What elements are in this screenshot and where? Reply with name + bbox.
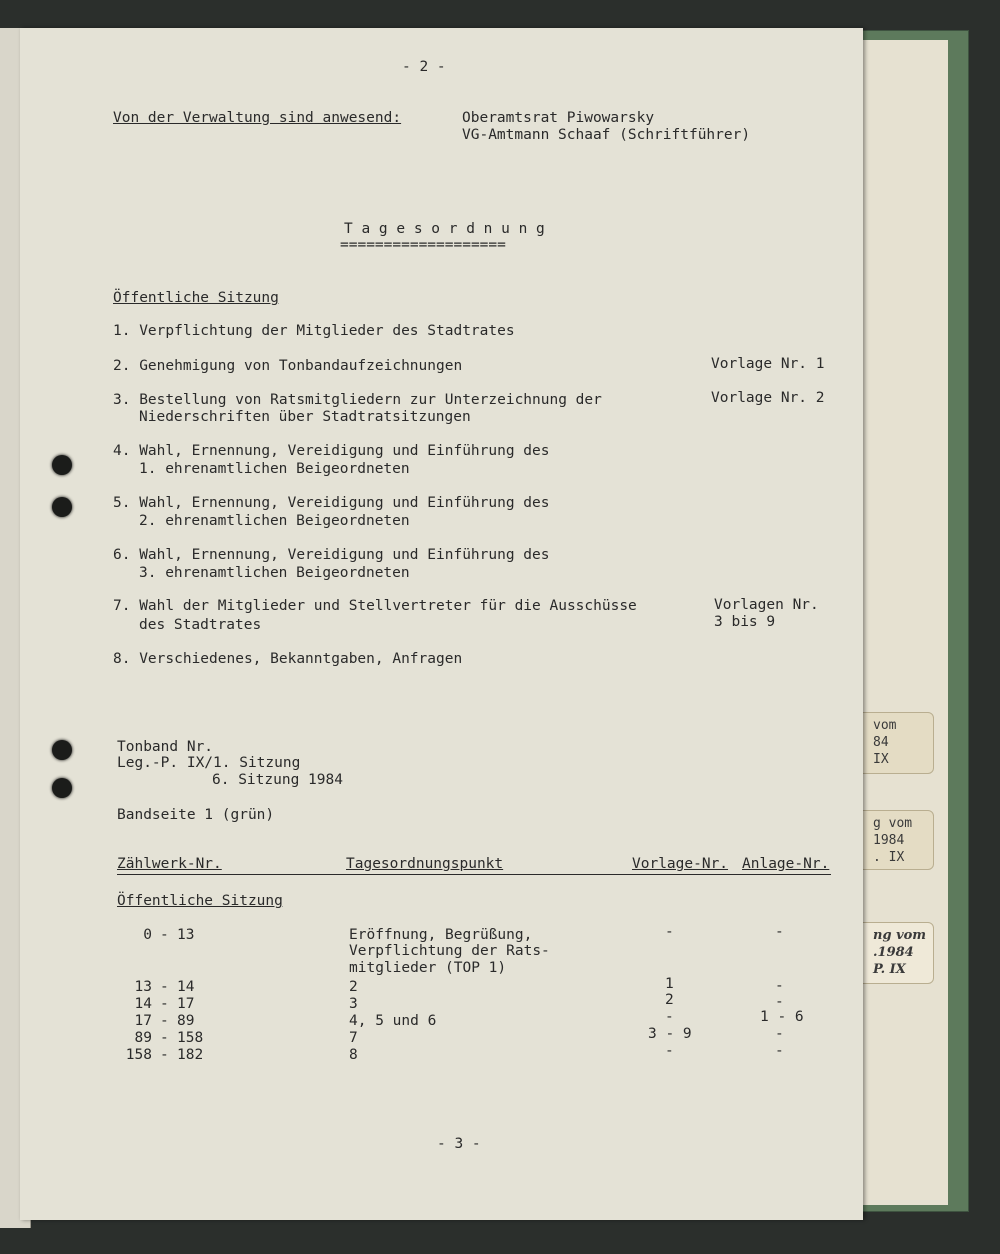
index-tab-1-line2: 84 <box>873 735 889 750</box>
table-row-5-item: 7 <box>349 1030 358 1046</box>
table-row-1-vorlage: - <box>665 924 674 940</box>
table-row-1-to: 13 <box>177 927 195 943</box>
index-tab-2[interactable] <box>862 810 934 870</box>
table-row-2-item: 2 <box>349 979 358 995</box>
punch-hole <box>52 740 72 760</box>
agenda-title: T a g e s o r d n u n g <box>344 221 545 237</box>
administration-person-2: VG-Amtmann Schaaf (Schriftführer) <box>462 127 751 143</box>
table-row-2-vorlage: 1 <box>665 976 674 992</box>
table-section-heading: Öffentliche Sitzung <box>117 893 283 909</box>
tape-sitting: 6. Sitzung 1984 <box>212 772 343 788</box>
table-header-vorlage: Vorlage-Nr. <box>632 856 729 872</box>
table-row-4-to: 89 <box>177 1013 195 1029</box>
agenda-item-7-cont: des Stadtrates <box>139 617 262 633</box>
table-row-3-vorlage: 2 <box>665 992 674 1008</box>
index-tab-3-line1: ng vom <box>873 928 927 943</box>
index-tab-3-line3: P. IX <box>873 962 906 977</box>
document-page <box>20 28 863 1220</box>
agenda-item-4-cont: 1. ehrenamtlichen Beigeordneten <box>139 461 410 477</box>
table-row-6-from: 158 <box>125 1047 152 1063</box>
table-row-6-item: 8 <box>349 1047 358 1063</box>
agenda-item-5: 5. Wahl, Ernennung, Vereidigung und Einführung des <box>113 495 550 511</box>
agenda-item-8: 8. Verschiedenes, Bekanntgaben, Anfragen <box>113 651 463 667</box>
agenda-item-6-cont: 3. ehrenamtlichen Beigeordneten <box>139 565 410 581</box>
table-row-4-item: 4, 5 und 6 <box>349 1013 437 1029</box>
table-row-5-to: 158 <box>177 1030 204 1046</box>
binder-page-stack <box>862 40 948 1205</box>
punch-hole <box>52 497 72 517</box>
tape-number-label: Tonband Nr. <box>117 739 214 755</box>
agenda-item-7-ref-cont: 3 bis 9 <box>714 614 776 630</box>
agenda-item-1: 1. Verpflichtung der Mitglieder des Stadtrates <box>113 323 515 339</box>
table-row-1-item: Eröffnung, Begrüßung, <box>349 927 533 943</box>
agenda-item-2-ref: Vorlage Nr. 1 <box>711 356 825 372</box>
table-header-item: Tagesordnungspunkt <box>346 856 504 872</box>
table-row-6-anlage: - <box>775 1043 784 1059</box>
table-row-2-to: 14 <box>177 979 195 995</box>
table-row-2-anlage: - <box>775 978 784 994</box>
index-tab-1-line3: IX <box>873 752 889 767</box>
agenda-item-3: 3. Bestellung von Ratsmitgliedern zur Unterzeichnung der <box>113 392 602 408</box>
tape-session: Leg.-P. IX/1. Sitzung <box>117 755 301 771</box>
table-row-2-from: 13 <box>134 979 152 995</box>
agenda-item-7: 7. Wahl der Mitglieder und Stellvertreter für die Ausschüsse <box>113 598 637 614</box>
table-row-1-item-cont2: mitglieder (TOP 1) <box>349 960 507 976</box>
table-row-3-to: 17 <box>177 996 195 1012</box>
punch-hole <box>52 455 72 475</box>
table-row-3-item: 3 <box>349 996 358 1012</box>
table-row-4-vorlage: - <box>665 1009 674 1025</box>
agenda-item-5-cont: 2. ehrenamtlichen Beigeordneten <box>139 513 410 529</box>
table-row-5-vorlage: 3 - 9 <box>648 1026 692 1042</box>
table-row-4-from: 17 <box>134 1013 152 1029</box>
table-row-5-anlage: - <box>775 1026 784 1042</box>
page-number-bottom: - 3 - <box>437 1136 481 1152</box>
index-tab-1-line1: vom <box>873 718 897 733</box>
agenda-item-4: 4. Wahl, Ernennung, Vereidigung und Einführung des <box>113 443 550 459</box>
tape-side: Bandseite 1 (grün) <box>117 807 275 823</box>
table-header-counter: Zählwerk-Nr. <box>117 856 222 872</box>
table-row-1-from: 0 <box>143 927 152 943</box>
agenda-item-3-cont: Niederschriften über Stadtratsitzungen <box>139 409 471 425</box>
agenda-section-heading: Öffentliche Sitzung <box>113 290 279 306</box>
table-header-rule <box>117 874 831 875</box>
index-tab-2-line3: . IX <box>873 850 905 865</box>
agenda-title-rule: =================== <box>340 237 506 253</box>
index-tab-2-line2: 1984 <box>873 833 905 848</box>
agenda-item-2: 2. Genehmigung von Tonbandaufzeichnungen <box>113 358 463 374</box>
agenda-item-6: 6. Wahl, Ernennung, Vereidigung und Einführung des <box>113 547 550 563</box>
table-row-5-sep: - <box>160 1030 169 1046</box>
table-row-3-sep: - <box>160 996 169 1012</box>
table-row-3-from: 14 <box>134 996 152 1012</box>
page-number-top: - 2 - <box>402 59 446 75</box>
agenda-item-7-ref: Vorlagen Nr. <box>714 597 819 613</box>
table-header-anlage: Anlage-Nr. <box>742 856 830 872</box>
table-row-6-vorlage: - <box>665 1043 674 1059</box>
index-tab-3-line2: .1984 <box>873 945 914 960</box>
index-tab-3[interactable] <box>862 922 934 984</box>
table-row-6-to: 182 <box>177 1047 204 1063</box>
index-tab-1[interactable] <box>862 712 934 774</box>
table-row-1-item-cont1: Verpflichtung der Rats- <box>349 943 550 959</box>
administration-label: Von der Verwaltung sind anwesend: <box>113 110 402 126</box>
punch-hole <box>52 778 72 798</box>
table-row-3-anlage: - <box>775 994 784 1010</box>
table-row-6-sep: - <box>160 1047 169 1063</box>
administration-person-1: Oberamtsrat Piwowarsky <box>462 110 655 126</box>
table-row-4-anlage: 1 - 6 <box>760 1009 804 1025</box>
index-tab-2-line1: g vom <box>873 816 913 831</box>
agenda-item-3-ref: Vorlage Nr. 2 <box>711 390 825 406</box>
table-row-2-sep: - <box>160 979 169 995</box>
table-row-1-sep: - <box>160 927 169 943</box>
table-row-1-anlage: - <box>775 924 784 940</box>
table-row-5-from: 89 <box>134 1030 152 1046</box>
table-row-4-sep: - <box>160 1013 169 1029</box>
